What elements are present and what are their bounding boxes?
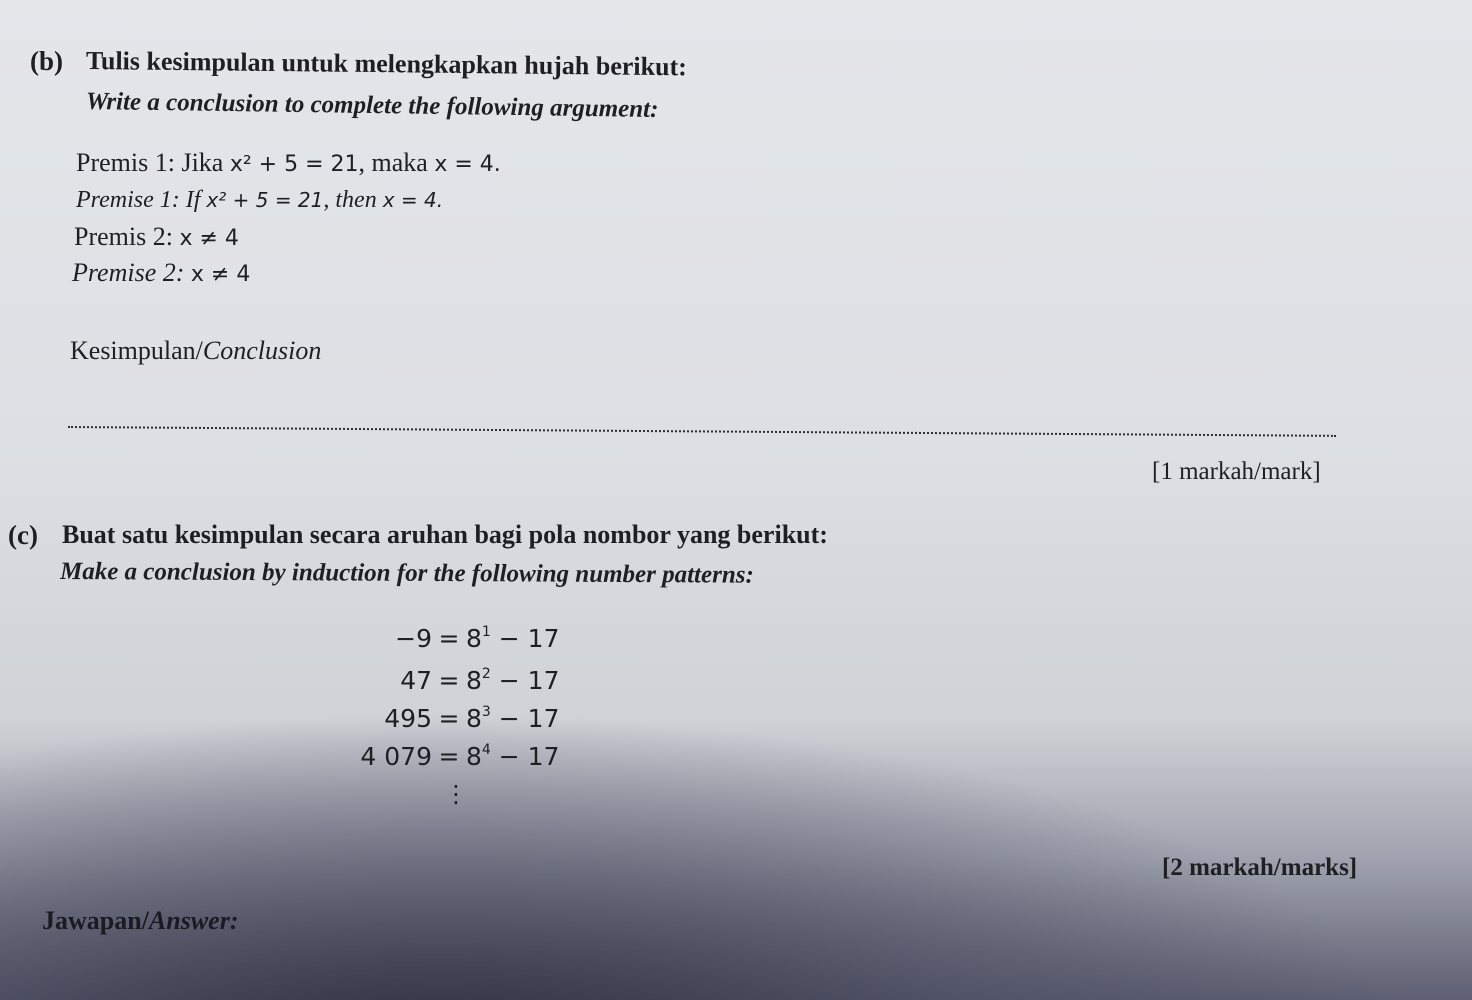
premise-1-english-result: x = 4. xyxy=(382,188,444,212)
pattern-1-equals: = xyxy=(438,624,460,653)
premise-1-malay xyxy=(76,148,501,178)
conclusion-label-malay: Kesimpulan/ xyxy=(70,336,203,365)
pattern-2-base: 8 xyxy=(466,666,482,695)
premise-2-malay-inequality: x ≠ 4 xyxy=(179,226,239,251)
part-c-label: (c) xyxy=(8,520,38,550)
pattern-1-lhs: −9 xyxy=(395,624,432,653)
premise-2-malay-prefix: Premis 2: xyxy=(74,222,173,251)
pattern-continuation-dots: ⋮ xyxy=(444,780,468,808)
pattern-1-rhs xyxy=(466,624,560,653)
pattern-1-tail: − 17 xyxy=(498,624,560,653)
part-b-question-english: Write a conclusion to complete the following argument: xyxy=(85,88,659,123)
premise-2-english-inequality: x ≠ 4 xyxy=(190,262,251,287)
premise-1-malay-equation: x² + 5 = 21 xyxy=(229,152,359,177)
pattern-row-4 xyxy=(300,742,570,771)
pattern-4-base: 8 xyxy=(466,742,482,771)
pattern-3-tail: − 17 xyxy=(498,704,560,733)
pattern-row-1 xyxy=(300,624,570,653)
part-c-marks-text: [2 markah/marks] xyxy=(1162,854,1358,881)
premise-1-malay-result: x = 4. xyxy=(434,152,501,177)
pattern-4-tail: − 17 xyxy=(498,742,560,771)
part-b-label: (b) xyxy=(30,46,63,76)
pattern-3-base: 8 xyxy=(466,704,482,733)
pattern-4-lhs: 4 079 xyxy=(360,742,432,771)
answer-label xyxy=(42,906,239,936)
premise-1-malay-then: , maka xyxy=(358,148,428,177)
pattern-2-lhs: 47 xyxy=(400,666,432,695)
premise-2-english xyxy=(72,258,250,288)
premise-2-english-prefix: Premise 2: xyxy=(72,258,185,287)
pattern-3-lhs: 495 xyxy=(384,704,432,733)
conclusion-label xyxy=(70,336,321,366)
premise-1-malay-prefix: Premis 1: Jika xyxy=(76,148,224,177)
part-b-marks-text: [1 markah/mark] xyxy=(1152,458,1321,485)
part-c-marks xyxy=(1162,854,1357,882)
pattern-2-equals: = xyxy=(438,666,460,695)
part-b-question-malay: Tulis kesimpulan untuk melengkapkan hujah berikut: xyxy=(85,46,688,82)
pattern-4-equals: = xyxy=(438,742,460,771)
premise-1-english-prefix: Premise 1: If xyxy=(76,187,201,213)
premise-1-english xyxy=(76,187,443,214)
answer-dotted-line xyxy=(68,426,1336,437)
pattern-3-rhs xyxy=(466,704,560,733)
part-c-question-english: Make a conclusion by induction for the following number patterns: xyxy=(59,558,754,589)
conclusion-label-english: Conclusion xyxy=(202,336,322,365)
part-c-question-malay: Buat satu kesimpulan secara aruhan bagi pola nombor yang berikut: xyxy=(62,520,828,549)
pattern-4-rhs xyxy=(466,742,560,771)
premise-1-english-equation: x² + 5 = 21 xyxy=(206,188,324,212)
pattern-1-exponent: 1 xyxy=(481,624,491,640)
premise-1-english-then: , then xyxy=(323,187,377,213)
answer-label-english: Answer: xyxy=(148,906,239,935)
pattern-2-tail: − 17 xyxy=(498,666,560,695)
pattern-3-exponent: 3 xyxy=(481,704,491,720)
pattern-4-exponent: 4 xyxy=(481,742,491,758)
pattern-row-3 xyxy=(300,704,570,733)
pattern-row-2 xyxy=(300,666,570,695)
pattern-1-base: 8 xyxy=(466,624,482,653)
premise-2-malay xyxy=(74,222,239,252)
pattern-3-equals: = xyxy=(438,704,460,733)
pattern-2-rhs xyxy=(466,666,560,695)
pattern-2-exponent: 2 xyxy=(481,666,491,682)
part-b-marks xyxy=(1152,458,1321,486)
answer-label-malay: Jawapan/ xyxy=(42,906,149,935)
